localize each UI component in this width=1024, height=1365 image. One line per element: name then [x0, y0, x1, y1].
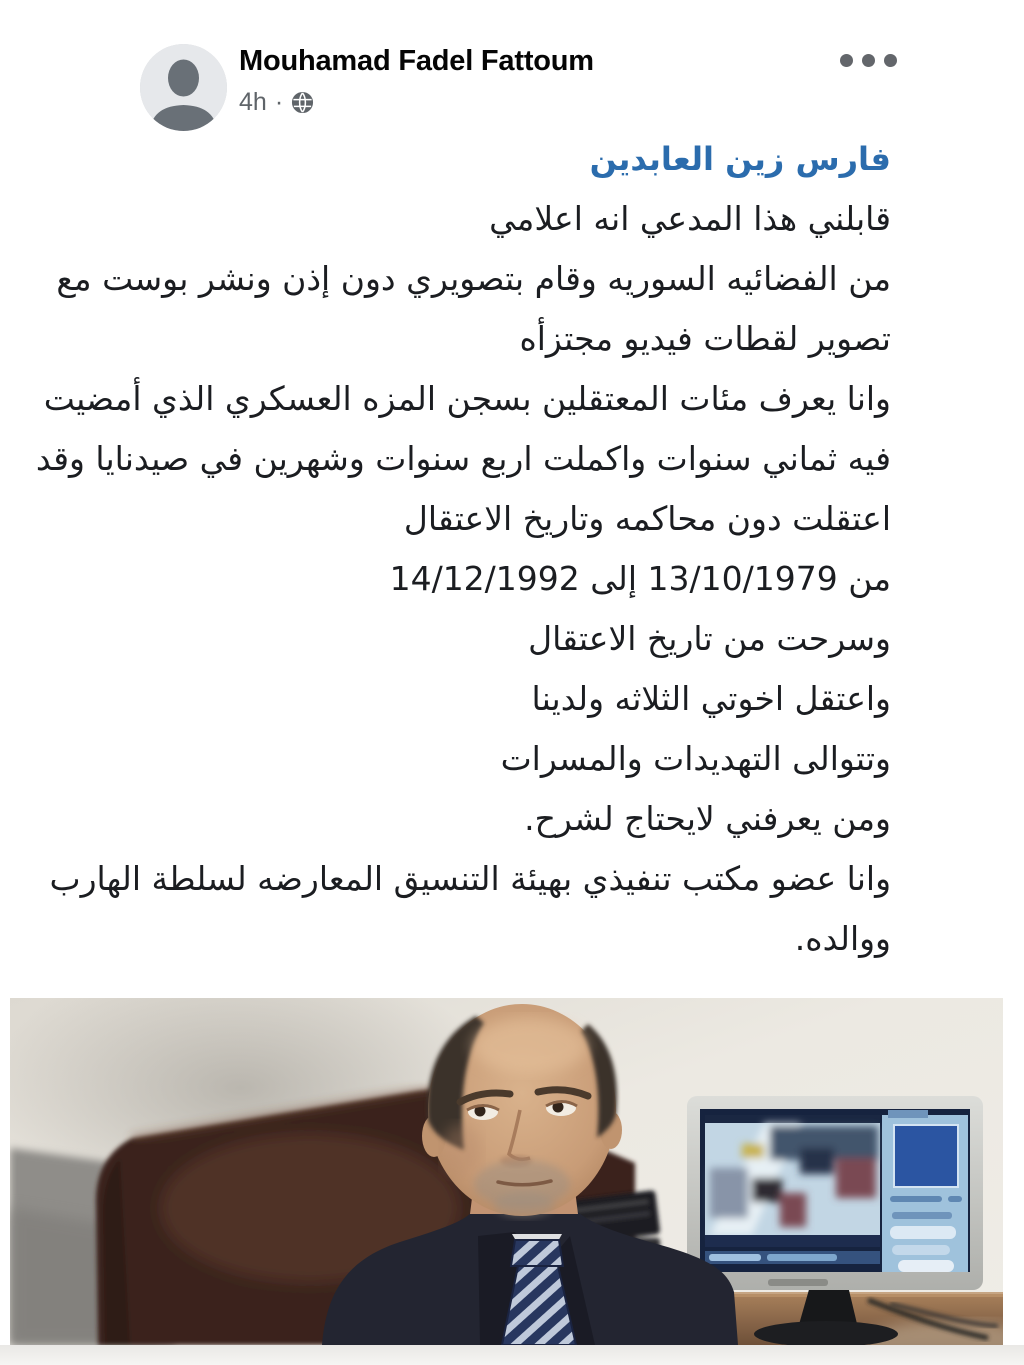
avatar[interactable] — [140, 44, 227, 131]
post-text-line: فيه ثماني سنوات واكملت اربع سنوات وشهرين في صيدنايا وقد — [35, 439, 891, 478]
post-text-line: من 13/10/1979 إلى 14/12/1992 — [389, 559, 891, 598]
post-photo[interactable] — [10, 998, 1003, 1345]
post-text-line: اعتقلت دون محاكمه وتاريخ الاعتقال — [403, 499, 891, 538]
post-text-line: واعتقل اخوتي الثلاثه ولدينا — [531, 679, 891, 718]
post-text-line: من الفضائيه السوريه وقام بتصويري دون إذن ونشر بوست مع — [56, 259, 891, 298]
post-text-line: وانا يعرف مئات المعتقلين بسجن المزه العسكري الذي أمضيت — [43, 379, 891, 418]
post-text-line: ومن يعرفني لايحتاج لشرح. — [524, 799, 891, 838]
post-text-line: تصوير لقطات فيديو مجتزأه — [519, 319, 891, 358]
globe-icon — [291, 91, 314, 114]
tagged-profile-link[interactable]: فارس زين العابدين — [589, 140, 891, 178]
post-text-line: ووالده. — [794, 919, 891, 958]
person-silhouette-icon — [140, 44, 227, 131]
post-body — [35, 129, 891, 969]
photo-bottom-fade — [0, 1345, 1024, 1365]
post-header — [140, 44, 904, 136]
post-text-line: وسرحت من تاريخ الاعتقال — [528, 619, 891, 658]
post-text-line: وانا عضو مكتب تنفيذي بهيئة التنسيق المعارضه لسلطة الهارب — [49, 859, 891, 898]
post-menu-button[interactable] — [836, 50, 901, 71]
timestamp[interactable]: 4h — [239, 88, 267, 116]
post-text — [35, 189, 891, 969]
post-meta — [239, 88, 314, 117]
post-text-line: وتتوالى التهديدات والمسرات — [500, 739, 891, 778]
post-text-line: قابلني هذا المدعي انه اعلامي — [489, 199, 891, 238]
author-name[interactable]: Mouhamad Fadel Fattoum — [239, 45, 594, 77]
photo-illustration — [10, 998, 1003, 1345]
meta-separator: · — [274, 88, 284, 116]
ellipsis-icon — [840, 54, 853, 67]
